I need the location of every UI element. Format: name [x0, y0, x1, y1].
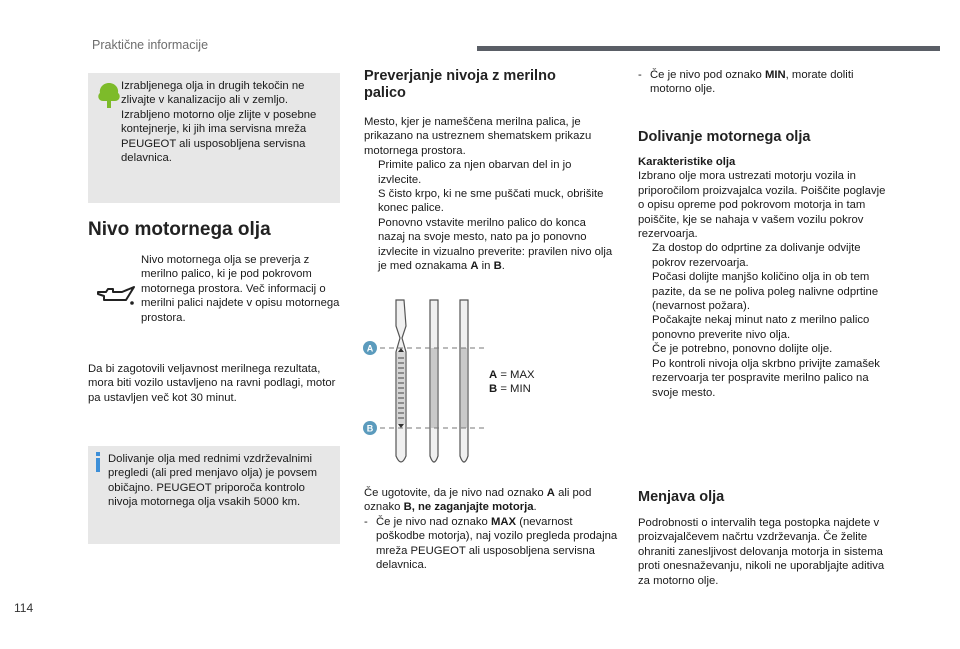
dipstick-step-3: Ponovno vstavite merilno palico do konca nazaj na svoje mesto, nato pa jo ponovno izvlecite in vizualno preverite: pravilen nivo olja je med oznakama A in B.	[364, 216, 614, 274]
dipstick-title	[364, 68, 556, 102]
dipstick-illustration	[362, 298, 490, 470]
bullet-icon	[364, 216, 378, 274]
dipstick-step-2: S čisto krpo, ki ne sme puščati muck, obrišite konec palice.	[364, 187, 614, 216]
dipstick-result-text: Če ugotovite, da je nivo nad oznako A ali pod oznako B, ne zaganjajte motorja. - Če je nivo nad oznako MAX (nevarnost poškodbe motorja), naj vozilo pregleda prodajna mreža PEUGEOT ali usposobljena servisna delavnica.	[364, 487, 618, 572]
info-note-box	[88, 446, 340, 544]
oil-level-conditions: Da bi zagotovili veljavnost merilnega rezultata, mora biti vozilo ustavljeno na ravni podlagi, motor pa ustavljen več kot 30 minut.	[88, 363, 336, 404]
header-bar	[477, 46, 940, 51]
min-warning: - Če je nivo pod oznako MIN, morate doliti motorno olje.	[638, 69, 854, 96]
topup-step-2: Počasi dolijte manjšo količino olja in ob tem pazite, da se ne poliva poleg nalivne odprtine (nevarnost požara).	[638, 270, 890, 313]
topup-step-1: Za dostop do odprtine za dolivanje odvijte pokrov rezervoarja.	[638, 241, 890, 270]
bullet-icon	[638, 270, 652, 313]
bullet-icon	[638, 313, 652, 342]
topup-title: Dolivanje motornega olja	[638, 129, 811, 145]
oil-level-intro: Nivo motornega olja se preverja z merilno palico, ki je pod pokrovom motornega prostora. Več informacij o merilni palici najdete v opisu motornega prostora.	[141, 254, 340, 324]
dipstick-step-1: Primite palico za njen obarvan del in jo izvlecite.	[364, 158, 614, 187]
bullet-icon	[638, 342, 652, 356]
marker-a-label: A	[366, 343, 374, 354]
bullet-icon	[364, 158, 378, 187]
bullet-icon	[638, 357, 652, 400]
dipstick-intro: Mesto, kjer je nameščena merilna palica, je prikazano na ustreznem shematskem prikazu motornega prostora.	[364, 116, 592, 157]
oil-change-title: Menjava olja	[638, 489, 725, 505]
legend-min: B = MIN	[489, 383, 531, 396]
topup-step-4: Če je potrebno, ponovno dolijte olje.	[638, 342, 890, 356]
info-note-text: Dolivanje olja med rednimi vzdrževalnimi pregledi (ali pred menjavo olja) je povsem običajno. PEUGEOT priporoča kontrolo nivoja motornega olja vsakih 5000 km.	[108, 453, 318, 509]
dipstick-text	[364, 115, 614, 273]
bullet-icon	[364, 187, 378, 216]
eco-note-text: Izrabljenega olja in drugih tekočin ne zlivajte v kanalizacijo ali v zemljo. Izrabljeno motorno olje zlijte v posebne kontejnerje, ki jih ima servisna mreža PEUGEOT ali usposobljena servisna delavnica.	[121, 80, 317, 165]
legend-max: A = MAX	[489, 369, 535, 381]
bullet-icon	[638, 241, 652, 270]
oil-change-body: Podrobnosti o intervalih tega postopka najdete v proizvajalčevem načrtu vzdrževanja. Če želite ohraniti zanesljivost delovanja motorja in sistema proti onesnaževanju, nikoli ne uporabljajte aditiva za motorno olje.	[638, 517, 885, 587]
header-title: Praktične informacije	[92, 38, 209, 52]
topup-subtitle: Karakteristike olja	[638, 156, 736, 168]
marker-b-label: B	[366, 423, 374, 434]
dipstick-title-line2: palico	[364, 85, 406, 101]
oil-can-icon	[96, 284, 136, 306]
topup-step-5: Po kontroli nivoja olja skrbno privijte zamašek rezervoarja ter pospravite merilno palico na svoje mesto.	[638, 357, 890, 400]
topup-text	[638, 155, 890, 400]
info-icon	[94, 452, 102, 472]
page-number: 114	[14, 601, 34, 615]
dipstick-legend	[489, 368, 535, 397]
eco-note-box	[88, 73, 340, 203]
topup-step-3: Počakajte nekaj minut nato z merilno palico ponovno preverite nivo olja.	[638, 313, 890, 342]
topup-body: Izbrano olje mora ustrezati motorju vozila in priporočilom proizvajalca vozila. Poiščite poglavje o opisu opreme pod pokrovom motorja in tam poiščite, kje se nahaja v vašem vozilu pokrov rezervoarja.	[638, 170, 886, 241]
oil-level-title: Nivo motornega olja	[88, 219, 271, 240]
max-warning: - Če je nivo nad oznako MAX (nevarnost poškodbe motorja), naj vozilo pregleda prodajna mreža PEUGEOT ali usposobljena servisna delavnica.	[364, 515, 618, 572]
leaf-tree-icon	[96, 81, 122, 109]
dipstick-title-line1: Preverjanje nivoja z merilno	[364, 68, 556, 84]
